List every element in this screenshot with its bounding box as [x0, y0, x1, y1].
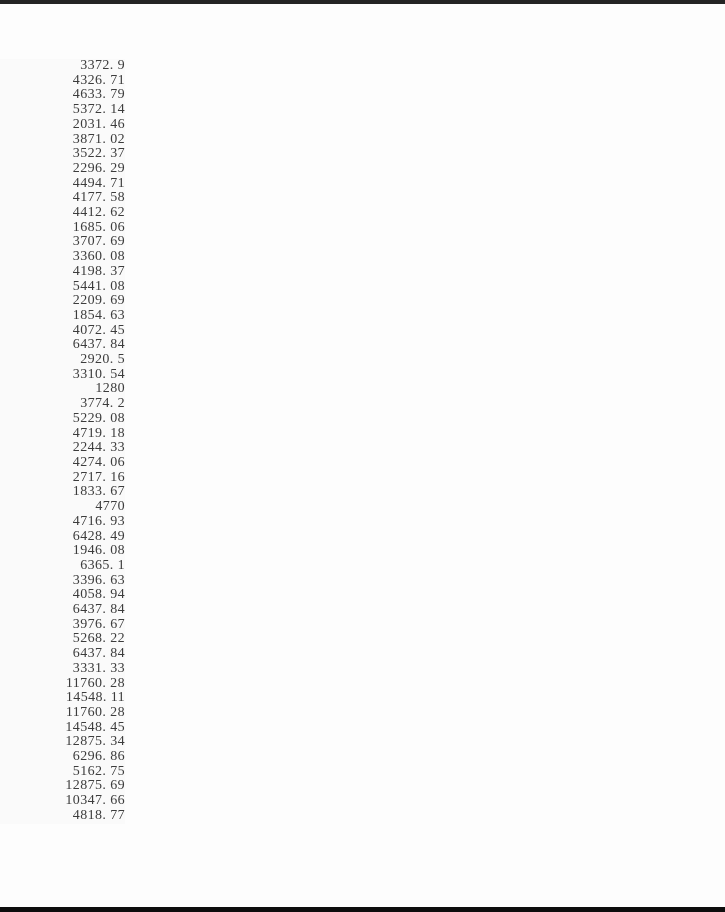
- number-value: 2920. 5: [80, 352, 125, 368]
- number-value: 6296. 86: [72, 749, 125, 765]
- number-value: 3707. 69: [72, 234, 125, 250]
- number-value: 6437. 84: [72, 337, 125, 353]
- number-value: 1854. 63: [72, 307, 125, 323]
- number-value: 2209. 69: [72, 293, 125, 309]
- number-value: 3372. 9: [80, 58, 125, 73]
- number-value: 5268. 22: [72, 631, 125, 647]
- number-value: 6437. 84: [72, 602, 125, 618]
- number-value: 11760. 28: [65, 675, 125, 691]
- number-value: 6437. 84: [72, 646, 125, 662]
- number-value: 4494. 71: [72, 175, 125, 191]
- number-value: 1946. 08: [72, 543, 125, 559]
- number-value: 3310. 54: [72, 366, 125, 382]
- number-value: 4818. 77: [72, 807, 125, 823]
- number-value: 12875. 34: [65, 734, 125, 750]
- number-value: 2244. 33: [72, 440, 125, 456]
- number-value: 4072. 45: [72, 322, 125, 338]
- numbers-column: [0, 59, 125, 824]
- number-value: 10347. 66: [65, 793, 125, 809]
- number-value: 4326. 71: [72, 72, 125, 88]
- number-value: 12875. 69: [65, 778, 125, 794]
- number-value: 1280: [95, 381, 125, 397]
- number-value: 4198. 37: [72, 263, 125, 279]
- number-value: 4770: [95, 499, 125, 515]
- number-value: 14548. 11: [65, 690, 125, 706]
- number-value: 3976. 67: [72, 616, 125, 632]
- number-value: 1833. 67: [72, 484, 125, 500]
- number-value: 4412. 62: [72, 205, 125, 221]
- number-value: 6365. 1: [80, 557, 125, 573]
- number-value: 3522. 37: [72, 146, 125, 162]
- number-value: 3396. 63: [72, 572, 125, 588]
- number-value: 4058. 94: [72, 587, 125, 603]
- number-value: 4633. 79: [72, 87, 125, 103]
- number-value: 2296. 29: [72, 160, 125, 176]
- scan-edge-bottom: [0, 907, 725, 912]
- number-value: 6428. 49: [72, 528, 125, 544]
- number-value: 14548. 45: [65, 719, 125, 735]
- number-value: 4177. 58: [72, 190, 125, 206]
- number-value: 11760. 28: [65, 704, 125, 720]
- number-value: 5372. 14: [72, 102, 125, 118]
- number-value: 5229. 08: [72, 410, 125, 426]
- scan-edge-top: [0, 0, 725, 4]
- number-value: 3360. 08: [72, 249, 125, 265]
- number-value: 2031. 46: [72, 116, 125, 132]
- number-value: 3774. 2: [80, 396, 125, 412]
- number-value: 1685. 06: [72, 219, 125, 235]
- number-value: 4274. 06: [72, 454, 125, 470]
- number-value: 4716. 93: [72, 513, 125, 529]
- number-value: 3871. 02: [72, 131, 125, 147]
- number-value: 2717. 16: [72, 469, 125, 485]
- number-value: 3331. 33: [72, 660, 125, 676]
- number-value: 4719. 18: [72, 425, 125, 441]
- number-value: 5441. 08: [72, 278, 125, 294]
- number-value: 5162. 75: [72, 763, 125, 779]
